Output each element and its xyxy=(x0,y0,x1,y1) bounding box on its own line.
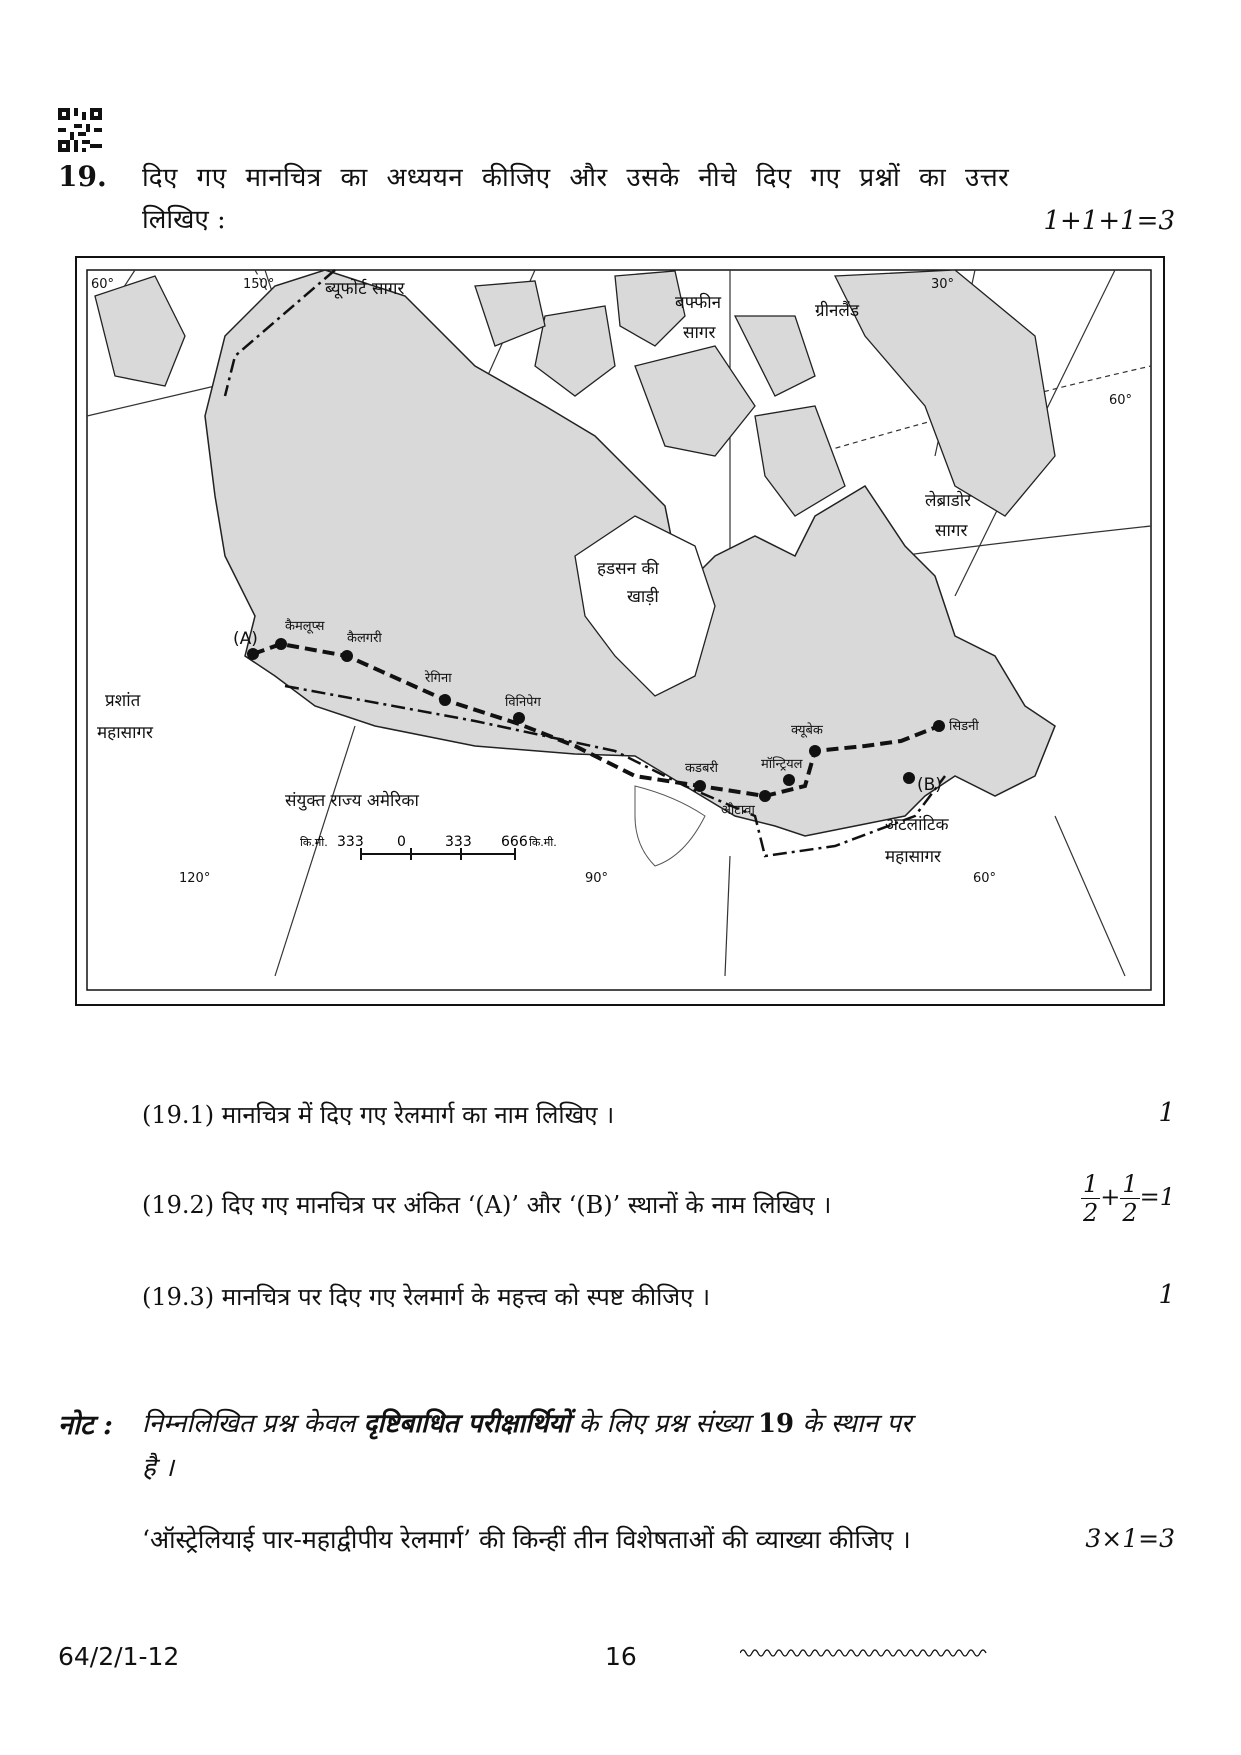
scale-unit-right: कि.मी. xyxy=(529,836,557,849)
city-dot-winnipeg xyxy=(513,712,525,724)
marker-a: (A) xyxy=(233,629,258,649)
marks-frac2-den: 2 xyxy=(1122,1199,1138,1227)
note-qno: 19 xyxy=(757,1409,795,1439)
note-part1: निम्नलिखित प्रश्न केवल xyxy=(142,1409,364,1439)
label-pacific-2: महासागर xyxy=(97,723,154,743)
note-line2: है । xyxy=(142,1453,174,1483)
label-beaufort-sea: ब्यूफोर्ट सागर xyxy=(325,279,405,299)
question-number: 19. xyxy=(58,160,107,193)
marks-result: =1 xyxy=(1139,1183,1175,1211)
label-baffin-2: सागर xyxy=(683,323,716,343)
label-hudson-1: हडसन की xyxy=(597,559,659,579)
alt-question-marks: 3×1=3 xyxy=(1085,1524,1175,1553)
label-montreal: मॉन्ट्रियल xyxy=(761,757,803,772)
scale-value-2: 0 xyxy=(397,834,406,850)
city-dot-a xyxy=(247,648,259,660)
question-marks: 1+1+1=3 xyxy=(1043,206,1175,236)
marks-frac2-num: 1 xyxy=(1122,1170,1138,1198)
label-usa: संयुक्त राज्य अमेरिका xyxy=(285,791,419,811)
qr-code-icon xyxy=(58,108,102,152)
scale-value-3: 333 xyxy=(445,834,472,850)
subquestion-19-2-marks xyxy=(1081,1172,1175,1225)
label-calgary: कैलगरी xyxy=(347,631,382,646)
label-labrador-2: सागर xyxy=(935,521,968,541)
canada-railway-map xyxy=(75,256,1165,1006)
deg-60-right: 60° xyxy=(1109,393,1133,408)
label-labrador-1: लेब्राडोर xyxy=(925,491,972,511)
note-label: नोट : xyxy=(58,1410,113,1441)
scale-value-4: 666 xyxy=(501,834,528,850)
label-sydney: सिडनी xyxy=(949,719,979,734)
label-quebec: क्यूबेक xyxy=(791,723,823,738)
note-text xyxy=(142,1402,1122,1446)
page-number: 16 xyxy=(605,1642,637,1671)
city-dot-regina xyxy=(439,694,451,706)
label-baffin-1: बफ्फीन xyxy=(675,293,722,313)
label-hudson-2: खाड़ी xyxy=(627,587,659,607)
label-pacific-1: प्रशांत xyxy=(105,691,141,711)
deg-150: 150° xyxy=(243,277,275,292)
subquestion-19-3: (19.3) मानचित्र पर दिए गए रेलमार्ग के महत्त्व को स्पष्ट कीजिए । xyxy=(142,1283,711,1311)
city-dot-b xyxy=(903,772,915,784)
deg-30: 30° xyxy=(931,277,955,292)
squiggle-line xyxy=(740,1646,990,1660)
city-dot-sydney xyxy=(933,720,945,732)
paper-code: 64/2/1-12 xyxy=(58,1642,180,1671)
deg-60-top-left: 60° xyxy=(91,277,115,292)
subquestion-19-3-marks: 1 xyxy=(1158,1280,1175,1310)
subquestion-19-2: (19.2) दिए गए मानचित्र पर अंकित ‘(A)’ और ‘(B)’ स्थानों के नाम लिखिए । xyxy=(142,1191,832,1219)
label-winnipeg: विनिपेग xyxy=(505,695,541,710)
marks-frac1-den: 2 xyxy=(1082,1199,1099,1227)
marks-plus: + xyxy=(1100,1183,1121,1211)
question-text-line2: लिखिए : xyxy=(142,205,226,235)
subquestion-19-1-marks: 1 xyxy=(1158,1098,1175,1128)
city-dot-quebec xyxy=(809,745,821,757)
subquestion-19-1: (19.1) मानचित्र में दिए गए रेलमार्ग का नाम लिखिए । xyxy=(142,1101,615,1129)
city-dot-kamloops xyxy=(275,638,287,650)
note-bold: दृष्टिबाधित परीक्षार्थियों xyxy=(363,1409,571,1439)
note-part3: के स्थान पर xyxy=(794,1409,912,1439)
label-greenland: ग्रीनलैंड xyxy=(815,301,860,321)
label-atlantic-2: महासागर xyxy=(885,847,942,867)
city-dot-calgary xyxy=(341,650,353,662)
label-regina: रेगिना xyxy=(425,671,452,686)
scale-value-1: 333 xyxy=(337,834,364,850)
note-part2: के लिए प्रश्न संख्या xyxy=(570,1409,758,1439)
label-atlantic-1: अटलांटिक xyxy=(885,815,949,835)
label-kadbari: कडबरी xyxy=(685,761,719,776)
deg-120: 120° xyxy=(179,871,211,886)
marker-b: (B) xyxy=(917,775,942,795)
label-ottawa: ओटावा xyxy=(721,803,755,818)
city-dot-montreal xyxy=(783,774,795,786)
deg-90: 90° xyxy=(585,871,609,886)
city-dot-ottawa xyxy=(759,790,771,802)
marks-frac1-num: 1 xyxy=(1082,1170,1099,1198)
city-dot-kadbari xyxy=(694,780,706,792)
question-text-line1: दिए गए मानचित्र का अध्ययन कीजिए और उसके नीचे दिए गए प्रश्नों का उत्तर xyxy=(142,163,1010,193)
label-kamloops: कैमलूप्स xyxy=(285,619,325,634)
deg-60-bottom: 60° xyxy=(973,871,997,886)
scale-unit-left: कि.मी. xyxy=(300,836,328,849)
alt-question: ‘ऑस्ट्रेलियाई पार-महाद्वीपीय रेलमार्ग’ की किन्हीं तीन विशेषताओं की व्याख्या कीजिए । xyxy=(142,1525,911,1554)
